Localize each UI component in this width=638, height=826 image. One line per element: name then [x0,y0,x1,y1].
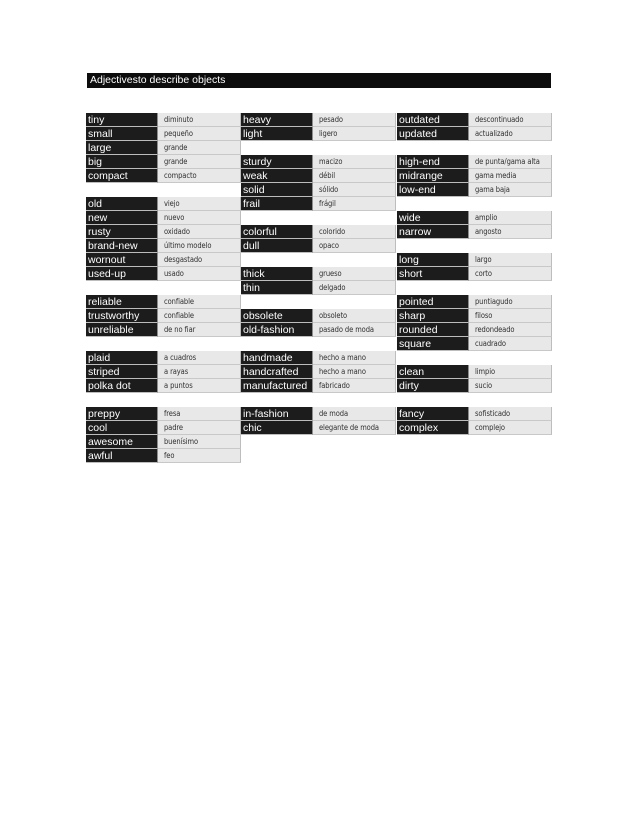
row-spacer [241,295,396,309]
vocab-column-1 [86,113,241,463]
english-word: rusty [86,225,158,239]
spanish-translation: ligero [313,127,396,141]
english-word: small [86,127,158,141]
vocab-column-2 [241,113,396,435]
spanish-translation: puntiagudo [469,295,552,309]
english-word: compact [86,169,158,183]
english-word: manufactured [241,379,313,393]
english-word: midrange [397,169,469,183]
vocab-row [397,309,552,323]
spanish-translation: elegante de moda [313,421,396,435]
row-spacer [397,141,552,155]
spanish-translation: sucio [469,379,552,393]
spanish-translation: feo [158,449,241,463]
spanish-translation: de punta/gama alta [469,155,552,169]
row-spacer [241,211,396,225]
vocab-row [397,155,552,169]
english-word: wide [397,211,469,225]
vocab-row [86,225,241,239]
english-word: preppy [86,407,158,421]
spanish-translation: usado [158,267,241,281]
vocab-row [241,267,396,281]
spanish-translation: fabricado [313,379,396,393]
english-word: awesome [86,435,158,449]
vocab-row [241,407,396,421]
english-word: light [241,127,313,141]
vocab-row [86,421,241,435]
spanish-translation: amplio [469,211,552,225]
spanish-translation: limpio [469,365,552,379]
spanish-translation: buenísimo [158,435,241,449]
english-word: weak [241,169,313,183]
vocab-row [86,267,241,281]
english-word: old [86,197,158,211]
english-word: handmade [241,351,313,365]
spanish-translation: descontinuado [469,113,552,127]
row-spacer [397,197,552,211]
english-word: used-up [86,267,158,281]
english-word: tiny [86,113,158,127]
vocab-row [397,337,552,351]
spanish-translation: corto [469,267,552,281]
english-word: thin [241,281,313,295]
vocab-row [397,253,552,267]
row-spacer [86,337,241,351]
english-word: wornout [86,253,158,267]
english-word: dull [241,239,313,253]
spanish-translation: pasado de moda [313,323,396,337]
vocab-row [241,351,396,365]
spanish-translation: angosto [469,225,552,239]
english-word: new [86,211,158,225]
vocab-row [397,127,552,141]
spanish-translation: grande [158,155,241,169]
english-word: reliable [86,295,158,309]
english-word: sturdy [241,155,313,169]
spanish-translation: grande [158,141,241,155]
vocab-row [86,435,241,449]
english-word: updated [397,127,469,141]
spanish-translation: a cuadros [158,351,241,365]
vocab-row [241,365,396,379]
english-word: obsolete [241,309,313,323]
vocab-row [241,379,396,393]
vocab-row [397,267,552,281]
spanish-translation: padre [158,421,241,435]
vocab-row [86,449,241,463]
vocab-row [397,379,552,393]
english-word: big [86,155,158,169]
spanish-translation: de moda [313,407,396,421]
vocab-row [86,295,241,309]
english-word: dirty [397,379,469,393]
vocab-row [86,197,241,211]
spanish-translation: redondeado [469,323,552,337]
english-word: in-fashion [241,407,313,421]
english-word: heavy [241,113,313,127]
spanish-translation: sólido [313,183,396,197]
vocab-row [397,211,552,225]
vocab-row [86,309,241,323]
vocab-row [86,379,241,393]
english-word: chic [241,421,313,435]
english-word: rounded [397,323,469,337]
vocab-row [241,281,396,295]
spanish-translation: gama media [469,169,552,183]
english-word: frail [241,197,313,211]
english-word: unreliable [86,323,158,337]
row-spacer [397,351,552,365]
spanish-translation: nuevo [158,211,241,225]
row-spacer [86,393,241,407]
vocab-row [397,113,552,127]
row-spacer [86,183,241,197]
spanish-translation: a rayas [158,365,241,379]
english-word: brand-new [86,239,158,253]
spanish-translation: confiable [158,295,241,309]
english-word: high-end [397,155,469,169]
spanish-translation: filoso [469,309,552,323]
spanish-translation: frágil [313,197,396,211]
english-word: narrow [397,225,469,239]
spanish-translation: diminuto [158,113,241,127]
spanish-translation: pesado [313,113,396,127]
vocab-row [86,239,241,253]
english-word: sharp [397,309,469,323]
vocab-column-3 [397,113,552,435]
vocab-row [86,155,241,169]
vocab-row [241,169,396,183]
vocab-row [241,239,396,253]
vocab-row [86,323,241,337]
spanish-translation: fresa [158,407,241,421]
spanish-translation: a puntos [158,379,241,393]
vocab-row [86,351,241,365]
english-word: long [397,253,469,267]
spanish-translation: pequeño [158,127,241,141]
english-word: large [86,141,158,155]
vocab-row [241,309,396,323]
spanish-translation: compacto [158,169,241,183]
english-word: handcrafted [241,365,313,379]
row-spacer [241,253,396,267]
english-word: plaid [86,351,158,365]
vocab-row [397,295,552,309]
vocab-row [86,141,241,155]
vocab-row [241,113,396,127]
row-spacer [86,281,241,295]
vocab-row [241,323,396,337]
english-word: trustworthy [86,309,158,323]
row-spacer [241,393,396,407]
english-word: fancy [397,407,469,421]
english-word: striped [86,365,158,379]
vocab-row [86,127,241,141]
vocab-row [241,225,396,239]
spanish-translation: oxidado [158,225,241,239]
english-word: pointed [397,295,469,309]
english-word: clean [397,365,469,379]
row-spacer [241,141,396,155]
english-word: colorful [241,225,313,239]
spanish-translation: viejo [158,197,241,211]
vocab-row [397,169,552,183]
spanish-translation: opaco [313,239,396,253]
vocab-row [86,113,241,127]
vocab-row [86,365,241,379]
spanish-translation: hecho a mano [313,351,396,365]
spanish-translation: desgastado [158,253,241,267]
spanish-translation: sofisticado [469,407,552,421]
row-spacer [241,337,396,351]
english-word: outdated [397,113,469,127]
page-title: Adjectivesto describe objects [87,73,551,88]
english-word: complex [397,421,469,435]
vocab-row [241,127,396,141]
spanish-translation: actualizado [469,127,552,141]
spanish-translation: débil [313,169,396,183]
english-word: awful [86,449,158,463]
vocab-row [397,407,552,421]
spanish-translation: obsoleto [313,309,396,323]
vocab-row [241,155,396,169]
english-word: low-end [397,183,469,197]
spanish-translation: hecho a mano [313,365,396,379]
vocab-row [397,323,552,337]
vocab-row [241,183,396,197]
spanish-translation: macizo [313,155,396,169]
spanish-translation: de no fiar [158,323,241,337]
vocab-row [241,421,396,435]
spanish-translation: gama baja [469,183,552,197]
row-spacer [397,393,552,407]
spanish-translation: largo [469,253,552,267]
english-word: polka dot [86,379,158,393]
vocab-row [86,407,241,421]
vocab-row [86,253,241,267]
vocab-row [397,183,552,197]
vocab-row [86,169,241,183]
vocab-row [86,211,241,225]
spanish-translation: confiable [158,309,241,323]
row-spacer [397,281,552,295]
english-word: solid [241,183,313,197]
spanish-translation: delgado [313,281,396,295]
vocab-row [241,197,396,211]
vocab-row [397,421,552,435]
english-word: square [397,337,469,351]
spanish-translation: cuadrado [469,337,552,351]
spanish-translation: complejo [469,421,552,435]
spanish-translation: último modelo [158,239,241,253]
english-word: old-fashion [241,323,313,337]
vocab-row [397,365,552,379]
vocab-row [397,225,552,239]
english-word: short [397,267,469,281]
english-word: cool [86,421,158,435]
english-word: thick [241,267,313,281]
row-spacer [397,239,552,253]
spanish-translation: colorido [313,225,396,239]
spanish-translation: grueso [313,267,396,281]
